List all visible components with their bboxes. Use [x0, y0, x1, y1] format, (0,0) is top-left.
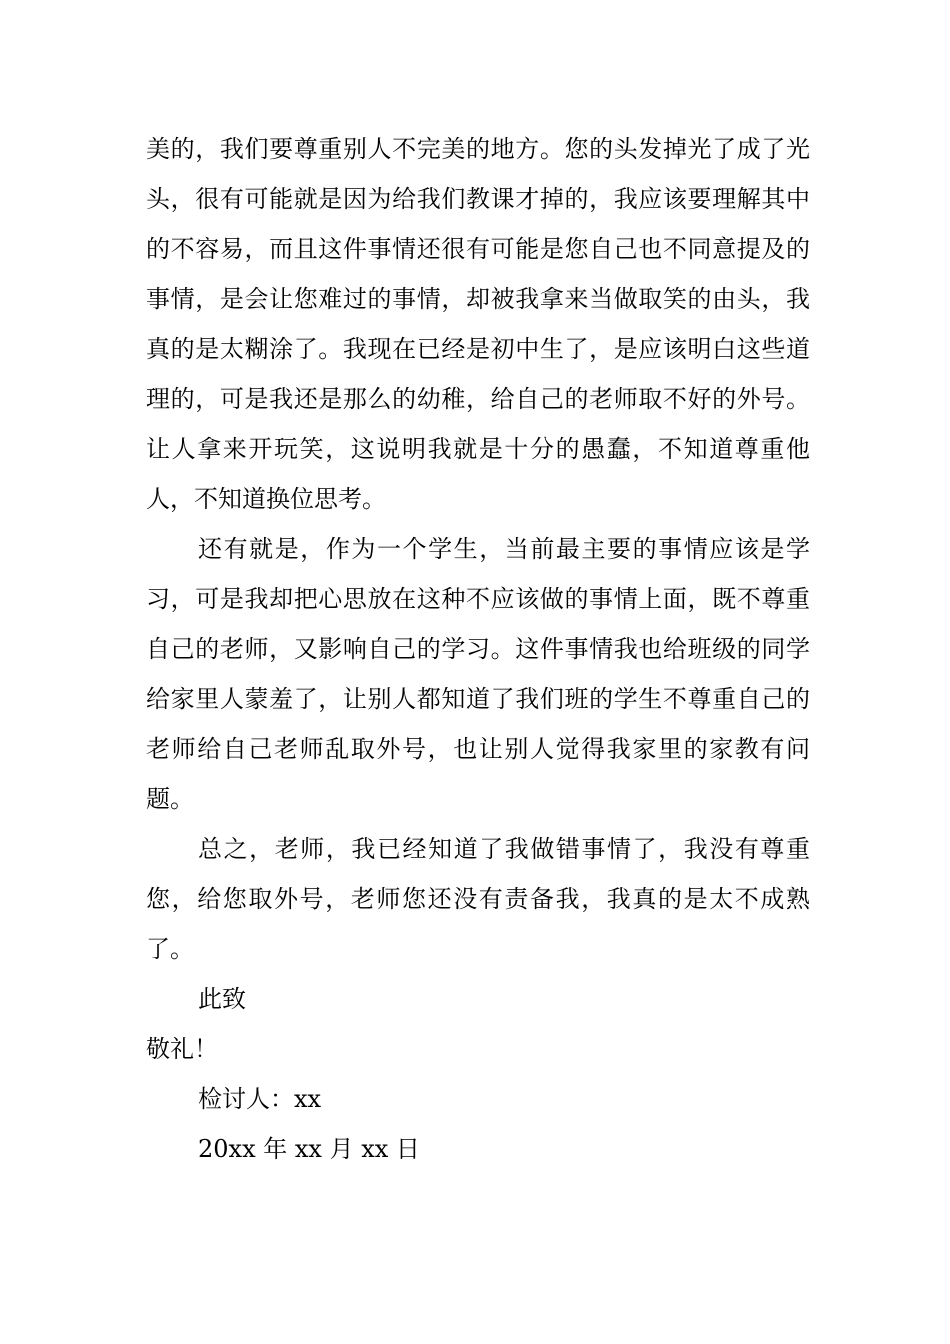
letter-body	[146, 124, 810, 1174]
date-line: 20xx 年 xx 月 xx 日	[198, 1135, 420, 1163]
closing-regards: 敬礼！	[146, 1035, 218, 1063]
signer-line: 检讨人：xx	[198, 1085, 322, 1113]
paragraph-2: 还有就是，作为一个学生，当前最主要的事情应该是学习，可是我却把心思放在这种不应该做的事情上面，既不尊重自己的老师，又影响自己的学习。这件事情我也给班级的同学给家里人蒙羞了，让别人都知道了我们班的学生不尊重自己的老师给自己老师乱取外号，也让别人觉得我家里的家教有问题。	[146, 535, 810, 813]
closing-salutation: 此致	[198, 985, 246, 1013]
paragraph-3: 总之，老师，我已经知道了我做错事情了，我没有尊重您，给您取外号，老师您还没有责备我，我真的是太不成熟了。	[146, 835, 810, 963]
paragraph-1: 美的，我们要尊重别人不完美的地方。您的头发掉光了成了光头，很有可能就是因为给我们教课才掉的，我应该要理解其中的不容易，而且这件事情还很有可能是您自己也不同意提及的事情，是会让您难过的事情，却被我拿来当做取笑的由头，我真的是太糊涂了。我现在已经是初中生了，是应该明白这些道理的，可是我还是那么的幼稚，给自己的老师取不好的外号。让人拿来开玩笑，这说明我就是十分的愚蠢，不知道尊重他人，不知道换位思考。	[146, 135, 810, 513]
